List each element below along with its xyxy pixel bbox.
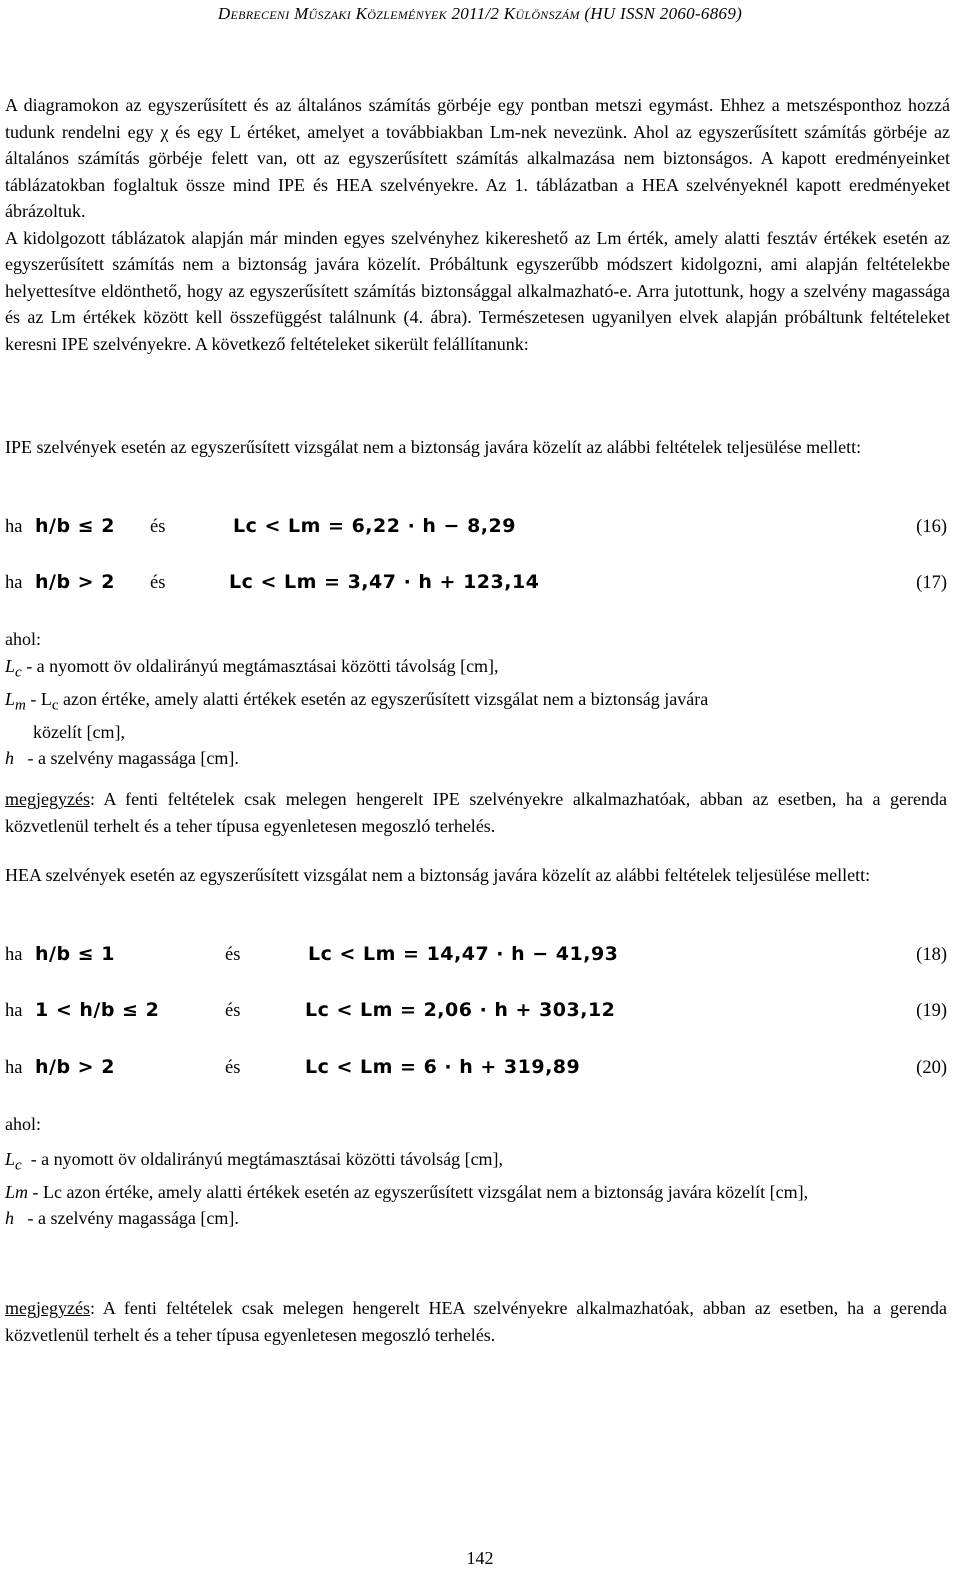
ahol-label: ahol:: [5, 1114, 41, 1134]
symbol-h: h: [5, 1208, 14, 1229]
condition-18: [5, 943, 947, 971]
es-label: és: [150, 517, 166, 537]
ha-label: ha: [5, 1058, 23, 1078]
paragraph-1: A diagramokon az egyszerűsített és az általános számítás görbéje egy pontban metszi egymást. Ehhez a metszésponthoz hozzá tudunk rendelni egy χ és egy L értéket, amelyet a továbbiakban Lm-nek nevezünk. Ahol az egyszerűsített számítás görbéje az általános számítás görbéje felett van, ott az egyszerűsített számítás alkalmazása nem biztonságos. A kapott eredményeinket táblázatokban foglaltuk össze mind IPE és HEA szelvényekre. Az 1. táblázatban a HEA szelvényeknél kapott eredményeket ábrázoltuk.: [5, 95, 950, 221]
condition-rhs: Lc < Lm = 3,47 · h + 123,14: [229, 571, 540, 593]
condition-rhs: Lc < Lm = 6,22 · h − 8,29: [233, 515, 516, 537]
def-lc: [5, 653, 947, 686]
def-lm: [5, 686, 947, 746]
page-number: 142: [466, 1548, 494, 1568]
equation-number: (18): [916, 945, 947, 965]
symbol-lm-sub: m: [15, 697, 26, 714]
def-lm-text: - Lc azon értéke, amely alatti értékek esetén az egyszerűsített vizsgálat nem a biztonság javára közelít [cm],: [28, 1181, 809, 1202]
def-lc-text: - a nyomott öv oldalirányú megtámasztásai közötti távolság [cm],: [21, 655, 499, 676]
ha-label: ha: [5, 1001, 23, 1021]
ipe-intro-text: IPE szelvények esetén az egyszerűsített vizsgálat nem a biztonság javára közelít az alábbi feltételek teljesülése mellett:: [5, 437, 862, 457]
condition-19: [5, 999, 947, 1027]
ha-label: ha: [5, 517, 23, 537]
note-text: : A fenti feltételek csak melegen hengerelt HEA szelvényekre alkalmazhatóak, abban az esetben, ha a gerenda közvetlenül terhelt és a teher típusa egyenletesen megoszló terhelés.: [5, 1298, 947, 1345]
symbol-lc: L: [5, 1148, 16, 1169]
note-text: : A fenti feltételek csak melegen hengerelt IPE szelvényekre alkalmazhatóak, abban az esetben, ha a gerenda közvetlenül terhelt és a teher típusa egyenletesen megoszló terhelés.: [5, 789, 947, 836]
equation-number: (20): [916, 1058, 947, 1078]
condition-lhs: 1 < h/b ≤ 2: [35, 999, 160, 1021]
condition-lhs: h/b ≤ 2: [35, 515, 115, 537]
symbol-lc-sub: c: [15, 1157, 22, 1174]
def-lc: [5, 1146, 947, 1179]
def-lm: [5, 1179, 947, 1206]
condition-lhs: h/b > 2: [35, 571, 115, 593]
def-lm-text-b: azon értéke, amely alatti értékek esetén az egyszerűsített vizsgálat nem a biztonság javára: [58, 688, 709, 709]
es-label: és: [225, 1001, 241, 1021]
equation-number: (17): [916, 573, 947, 593]
def-lm-text-sub: c: [51, 697, 59, 714]
ha-label: ha: [5, 573, 23, 593]
condition-rhs: Lc < Lm = 6 · h + 319,89: [305, 1056, 581, 1078]
definitions-hea: [5, 1111, 947, 1232]
def-lm-text-c: közelít [cm],: [33, 721, 125, 742]
paragraph-2: A kidolgozott táblázatok alapján már minden egyes szelvényhez kikereshető az Lm érték, amely alatti fesztáv értékek esetén az egyszerűsített számítás nem a biztonság javára közelít. Próbáltunk egyszerűbb módszert kidolgozni, ami alapján feltételekbe helyettesítve eldönthető, hogy az egyszerűsített számítás biztonsággal alkalmazható-e. Arra jutottunk, hogy a szelvény magassága és az Lm értékek között kell összefüggést találnunk (4. ábra). Természetesen ugyanilyen elvek alapján próbáltunk feltételeket keresni IPE szelvényekre. A következő feltételeket sikerült felállítanunk:: [5, 227, 950, 354]
symbol-lm: L: [5, 688, 16, 709]
condition-20: [5, 1056, 947, 1084]
def-h-text: - a szelvény magassága [cm].: [14, 1208, 239, 1229]
condition-17: [5, 571, 947, 599]
note-ipe: [5, 786, 947, 839]
es-label: és: [225, 1058, 241, 1078]
condition-lhs: h/b ≤ 1: [35, 943, 115, 965]
intro-paragraph: [5, 92, 950, 357]
note-hea: [5, 1295, 947, 1348]
ha-label: ha: [5, 945, 23, 965]
note-label: megjegyzés: [5, 1298, 90, 1318]
es-label: és: [150, 573, 166, 593]
equation-number: (19): [916, 1001, 947, 1021]
def-h: [5, 1205, 947, 1232]
condition-lhs: h/b > 2: [35, 1056, 115, 1078]
ipe-intro: [5, 434, 950, 461]
symbol-lm: Lm: [5, 1181, 29, 1202]
def-lm-text-a: - L: [25, 688, 52, 709]
header-text: Debreceni Műszaki Közlemények 2011/2 Különszám (HU ISSN 2060-6869): [217, 4, 743, 23]
symbol-lc-sub: c: [15, 664, 22, 681]
symbol-h: h: [5, 748, 14, 769]
ahol-label: ahol:: [5, 629, 41, 649]
hea-intro-text: HEA szelvények esetén az egyszerűsített vizsgálat nem a biztonság javára közelít az alábbi feltételek teljesülése mellett:: [5, 865, 871, 885]
condition-rhs: Lc < Lm = 14,47 · h − 41,93: [308, 943, 619, 965]
running-header: [0, 4, 960, 24]
definitions-ipe: [5, 626, 947, 772]
def-h: [5, 745, 947, 772]
def-lc-text: - a nyomott öv oldalirányú megtámasztásai közötti távolság [cm],: [21, 1148, 504, 1169]
equation-number: (16): [916, 517, 947, 537]
condition-rhs: Lc < Lm = 2,06 · h + 303,12: [305, 999, 616, 1021]
es-label: és: [225, 945, 241, 965]
condition-16: [5, 515, 947, 543]
symbol-lc: L: [5, 655, 16, 676]
def-h-text: - a szelvény magassága [cm].: [14, 748, 239, 769]
hea-intro: [5, 862, 950, 889]
note-label: megjegyzés: [5, 789, 90, 809]
